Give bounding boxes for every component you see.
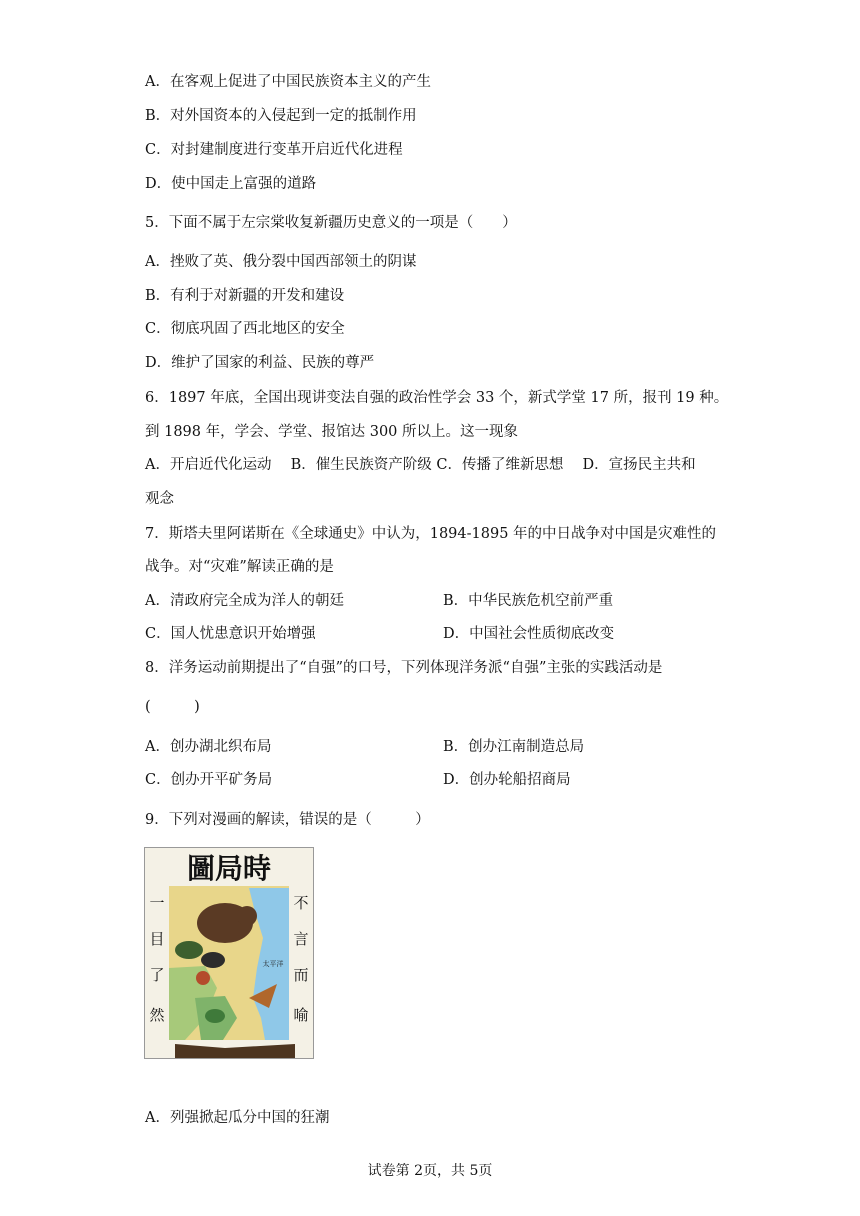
cartoon-right-char-3: 而 xyxy=(293,966,309,984)
q7-option-a: A．清政府完全成为洋人的朝廷 xyxy=(145,593,344,609)
q8-option-b: B．创办江南制造总局 xyxy=(443,739,585,755)
cartoon-right-char-2: 言 xyxy=(293,930,309,948)
q8-option-d: D．创办轮船招商局 xyxy=(443,772,571,788)
q8-option-c: C．创办开平矿务局 xyxy=(145,772,273,788)
q7-stem-line2: 战争。对“灾难”解读正确的是 xyxy=(145,559,334,575)
q5-option-c: C．彻底巩固了西北地区的安全 xyxy=(145,321,345,337)
page-footer: 试卷第 2页，共 5页 xyxy=(367,1163,493,1179)
q5-option-b: B．有利于对新疆的开发和建设 xyxy=(145,288,345,304)
cartoon-title: 圖局時 xyxy=(186,852,272,885)
cartoon-left-char-3: 了 xyxy=(149,966,165,984)
cartoon-ocean-label: 太平洋 xyxy=(262,960,284,968)
q6-stem-line2: 到 1898 年，学会、学堂、报馆达 300 所以上。这一现象 xyxy=(145,424,519,440)
cartoon-left-char-1: 一 xyxy=(149,894,165,912)
q4-option-b: B．对外国资本的入侵起到一定的抵制作用 xyxy=(145,108,417,124)
q5-option-a: A．挫败了英、俄分裂中国西部领土的阴谋 xyxy=(145,254,417,270)
q8-stem-line2: ( ) xyxy=(145,699,200,715)
q8-option-a: A．创办湖北织布局 xyxy=(145,739,272,755)
cartoon-illustration xyxy=(145,848,313,1058)
cartoon-right-char-1: 不 xyxy=(293,894,309,912)
q9-stem: 9．下列对漫画的解读，错误的是（ ） xyxy=(145,812,430,828)
cartoon-left-char-4: 然 xyxy=(149,1006,165,1024)
q7-option-b: B．中华民族危机空前严重 xyxy=(443,593,614,609)
q7-option-c: C．国人忧患意识开始增强 xyxy=(145,626,316,642)
q4-option-d: D．使中国走上富强的道路 xyxy=(145,176,317,192)
q4-option-c: C．对封建制度进行变革开启近代化进程 xyxy=(145,142,403,158)
cartoon-image xyxy=(144,847,314,1059)
cartoon-right-char-4: 喻 xyxy=(293,1006,309,1024)
q7-stem-line1: 7．斯塔夫里阿诺斯在《全球通史》中认为，1894-1895 年的中日战争对中国是灾难性的 xyxy=(145,526,717,542)
q8-stem-line1: 8．洋务运动前期提出了“自强”的口号，下列体现洋务派“自强”主张的实践活动是 xyxy=(145,660,663,676)
q5-stem: 5．下面不属于左宗棠收复新疆历史意义的一项是（ ） xyxy=(145,215,517,231)
cartoon-left-char-2: 目 xyxy=(149,930,165,948)
q4-option-a: A．在客观上促进了中国民族资本主义的产生 xyxy=(145,74,431,90)
q9-option-a: A．列强掀起瓜分中国的狂潮 xyxy=(145,1110,330,1126)
q5-option-d: D．维护了国家的利益、民族的尊严 xyxy=(145,355,375,371)
q6-options-line1: A．开启近代化运动 B．催生民族资产阶级 C．传播了维新思想 D．宣扬民主共和 xyxy=(145,457,696,473)
q7-option-d: D．中国社会性质彻底改变 xyxy=(443,626,615,642)
q6-options-line2: 观念 xyxy=(145,491,174,507)
q6-stem-line1: 6．1897 年底，全国出现讲变法自强的政治性学会 33 个，新式学堂 17 所，报刊 19 种。 xyxy=(145,390,729,406)
